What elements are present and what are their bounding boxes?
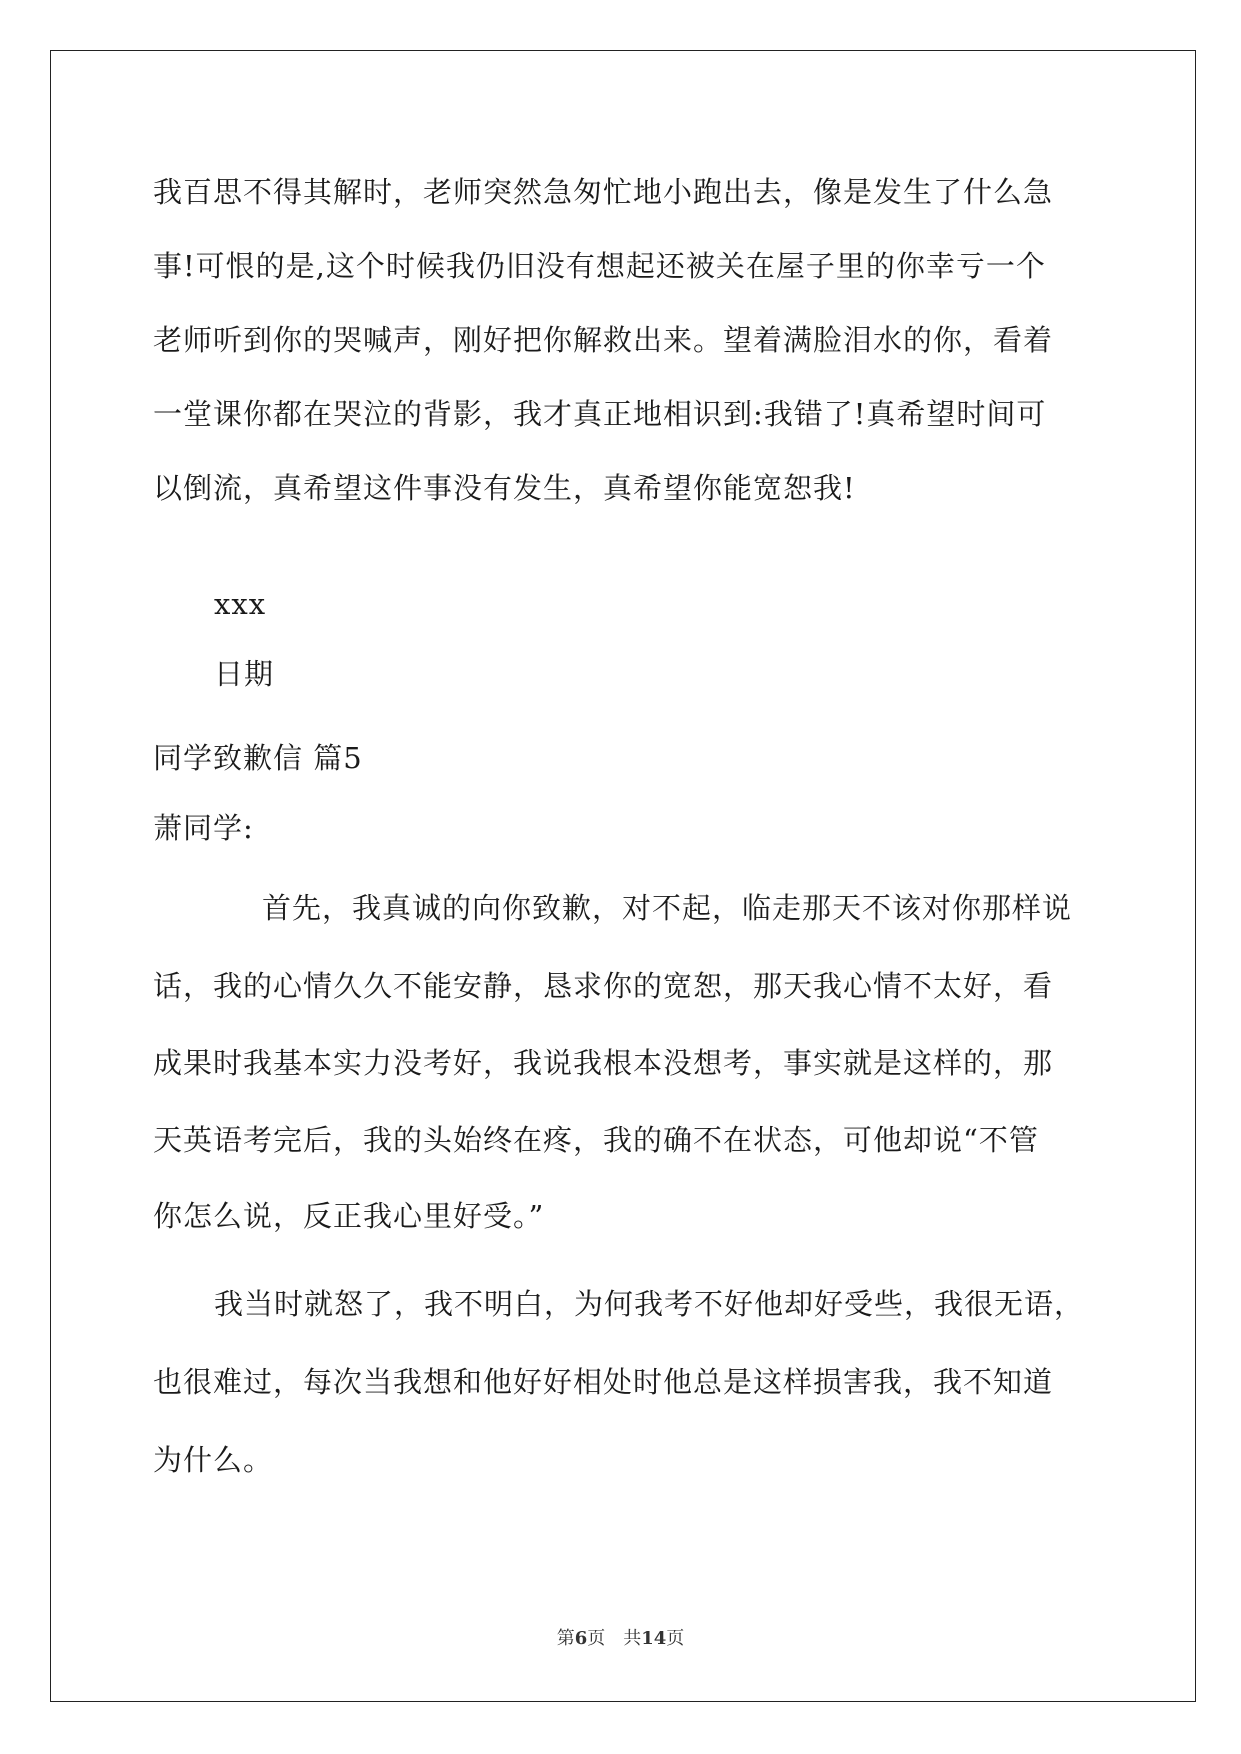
paragraph-line: 天英语考完后，我的头始终在疼，我的确不在状态，可他却说“不管: [153, 1123, 1039, 1157]
paragraph-line: 我当时就怒了，我不明白，为何我考不好他却好受些，我很无语，: [214, 1287, 1085, 1321]
paragraph-line: 为什么。: [153, 1443, 274, 1477]
signature-line: xxx: [214, 587, 267, 621]
page-number: 6: [574, 1628, 588, 1649]
paragraph-line: 话，我的心情久久不能安静，恳求你的宽恕，那天我心情不太好，看: [153, 969, 1054, 1003]
paragraph-line: 你怎么说，反正我心里好受。”: [153, 1199, 545, 1233]
date-line: 日期: [214, 657, 275, 691]
paragraph-line: 我百思不得其解时，老师突然急匆忙地小跑出去，像是发生了什么急: [153, 175, 1054, 209]
paragraph-line: 首先，我真诚的向你致歉，对不起，临走那天不该对你那样说: [262, 891, 1073, 925]
page-footer: [0, 1628, 1241, 1650]
paragraph-line: 事!可恨的是,这个时候我仍旧没有想起还被关在屋子里的你幸亏一个: [153, 249, 1046, 283]
page-suffix: 页: [587, 1628, 606, 1649]
paragraph-line: 一堂课你都在哭泣的背影，我才真正地相识到:我错了!真希望时间可: [153, 397, 1047, 431]
total-pages: 14: [641, 1628, 667, 1649]
section-title: 同学致歉信 篇5: [153, 741, 363, 775]
total-suffix: 页: [666, 1628, 685, 1649]
total-prefix: 共: [623, 1628, 642, 1649]
paragraph-line: 以倒流，真希望这件事没有发生，真希望你能宽恕我!: [153, 471, 856, 505]
salutation: 萧同学:: [153, 811, 254, 845]
paragraph-line: 也很难过，每次当我想和他好好相处时他总是这样损害我，我不知道: [153, 1365, 1054, 1399]
paragraph-line: 老师听到你的哭喊声，刚好把你解救出来。望着满脸泪水的你，看着: [153, 323, 1054, 357]
paragraph-line: 成果时我基本实力没考好，我说我根本没想考，事实就是这样的，那: [153, 1046, 1054, 1080]
page-prefix: 第: [556, 1628, 575, 1649]
